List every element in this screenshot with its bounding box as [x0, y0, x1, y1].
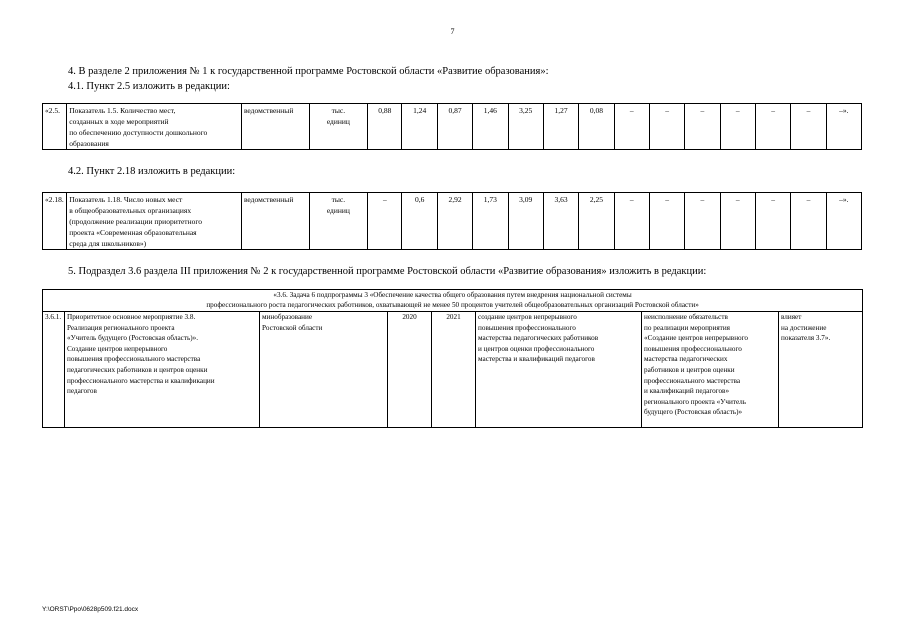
paragraph-4-2: 4.2. Пункт 2.18 изложить в редакции:	[68, 166, 236, 177]
value-cell: –	[614, 193, 649, 250]
value-cell: –	[720, 193, 755, 250]
page-number: 7	[450, 27, 455, 36]
value-cell: –	[720, 104, 755, 150]
value-cell: 0,88	[368, 104, 402, 150]
value-cell: 3,09	[508, 193, 543, 250]
value-cell: 0,87	[437, 104, 472, 150]
value-cell: 1,46	[473, 104, 508, 150]
value-cell: 3,25	[508, 104, 543, 150]
paragraph-4-1: 4.1. Пункт 2.5 изложить в редакции:	[68, 81, 230, 92]
value-cell: 2,92	[437, 193, 472, 250]
row-number: 3.6.1.	[43, 312, 65, 428]
value-cell: –	[791, 104, 826, 150]
executor: минобразование Ростовской области	[260, 312, 388, 428]
value-cell: 1,24	[402, 104, 437, 150]
unit: тыс. единиц	[309, 104, 368, 150]
row-number: «2.18.	[43, 193, 67, 250]
value-cell: 3,63	[543, 193, 578, 250]
value-cell: –	[368, 193, 402, 250]
indicator-type: ведомственный	[241, 193, 309, 250]
value-cell: –	[649, 104, 684, 150]
section-header: «3.6. Задача 6 подпрограммы 3 «Обеспечение качества общего образования путем внедрения национальной системы профессионального роста педагогических работников, охватывающей не менее 50 процентов учителей общеобразовательных организаций Ростовской области»	[43, 290, 863, 312]
end-year: 2021	[432, 312, 476, 428]
value-cell: –».	[826, 104, 861, 150]
unit: тыс. единиц	[309, 193, 368, 250]
value-cell: 1,27	[543, 104, 578, 150]
paragraph-5: 5. Подраздел 3.6 раздела III приложения № 2 к государственной программе Ростовской области «Развитие образования» изложить в редакции:	[68, 266, 707, 277]
measures-table-3-6	[42, 289, 863, 428]
indicator-link: влияет на достижение показателя 3.7».	[779, 312, 863, 428]
indicator-name: Показатель 1.5. Количество мест, созданных в ходе мероприятий по обеспечению доступности дошкольного образования	[67, 104, 242, 150]
value-cell: –	[685, 104, 720, 150]
value-cell: 0,08	[579, 104, 614, 150]
consequences: неисполнение обязательств по реализации мероприятия «Создание центров непрерывного повышения профессионального мастерства педагогических работников и центров оценки профессионального мастерства и квалификаций педагогов» регионального проекта «Учитель будущего (Ростовская область)»	[642, 312, 779, 428]
value-cell: –	[649, 193, 684, 250]
indicator-name: Показатель 1.18. Число новых мест в общеобразовательных организациях (продолжение реализации приоритетного проекта «Современная образовательная среда для школьников»)	[67, 193, 242, 250]
indicator-table-2-5	[42, 103, 862, 150]
start-year: 2020	[388, 312, 432, 428]
row-number: «2.5.	[43, 104, 67, 150]
value-cell: –	[791, 193, 826, 250]
value-cell: –	[755, 104, 790, 150]
value-cell: –	[755, 193, 790, 250]
measure-name: Приоритетное основное мероприятие 3.8. Реализация регионального проекта «Учитель будущего (Ростовская область)». Создание центров непрерывного повышения профессионального мастерства педагогических работников и центров оценки профессионального мастерства и квалификации педагогов	[65, 312, 260, 428]
value-cell: –	[685, 193, 720, 250]
indicator-table-2-18	[42, 192, 862, 250]
value-cell: –».	[826, 193, 861, 250]
paragraph-4: 4. В разделе 2 приложения № 1 к государственной программе Ростовской области «Развитие образования»:	[68, 66, 549, 77]
expected-result: создание центров непрерывного повышения профессионального мастерства педагогических работников и центров оценки профессионального мастерства и квалификаций педагогов	[476, 312, 642, 428]
value-cell: 0,6	[402, 193, 437, 250]
indicator-type: ведомственный	[241, 104, 309, 150]
value-cell: 1,73	[473, 193, 508, 250]
file-path-footer: Y:\ORST\Ppo\0628p509.f21.docx	[42, 606, 139, 613]
value-cell: –	[614, 104, 649, 150]
value-cell: 2,25	[579, 193, 614, 250]
